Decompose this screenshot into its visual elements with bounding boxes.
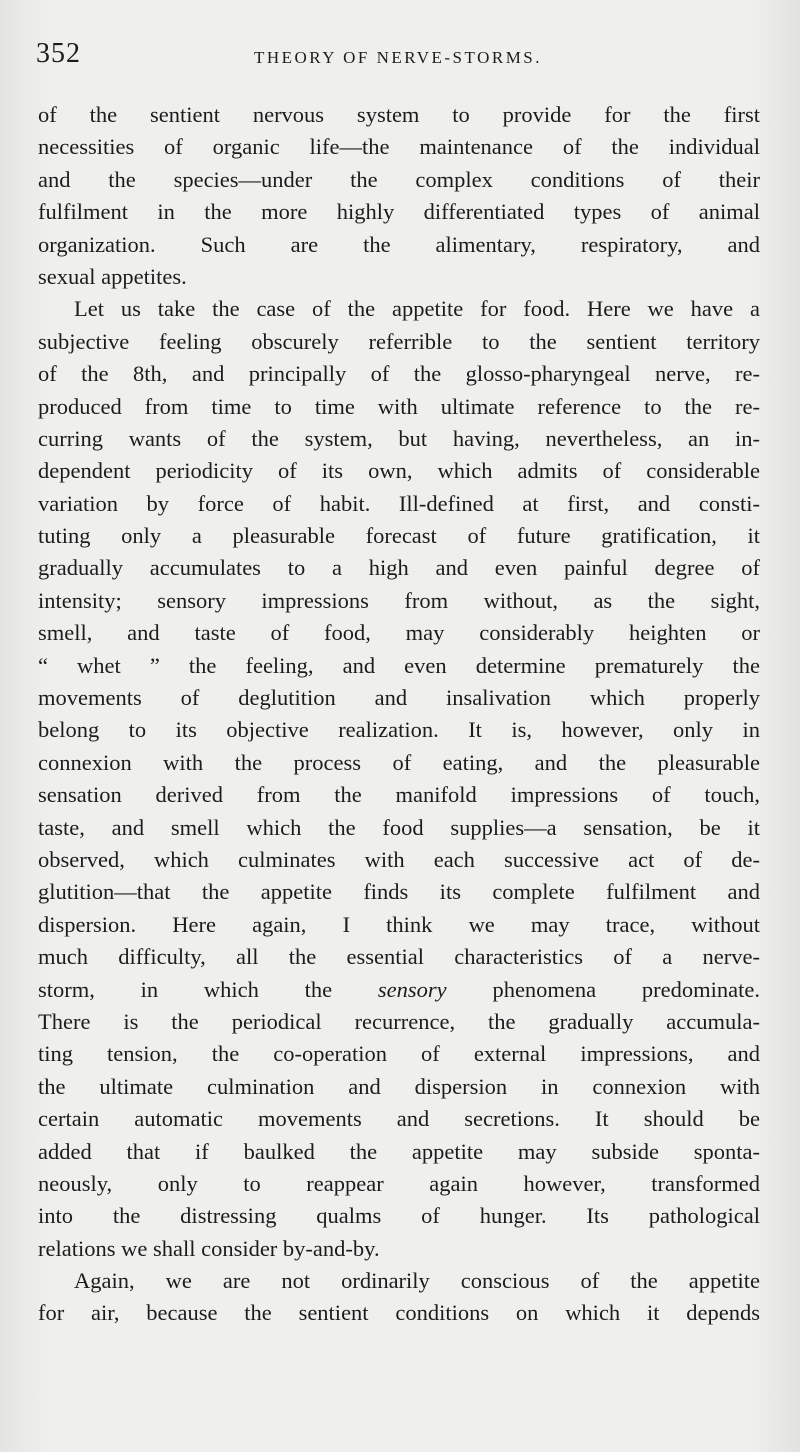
text-line: necessities of organic life—the maintenance of the individual xyxy=(38,134,760,160)
text-line: added that if baulked the appetite may subside sponta- xyxy=(38,1138,760,1164)
text-line: gradually accumulates to a high and even painful degree of xyxy=(38,555,760,581)
text-line: sexual appetites. xyxy=(38,263,187,289)
text-line: much difficulty, all the essential characteristics of a nerve- xyxy=(38,944,760,970)
text-line: variation by force of habit. Ill-defined at first, and consti- xyxy=(38,490,760,516)
body-text xyxy=(38,99,760,1330)
text-line: dispersion. Here again, I think we may trace, without xyxy=(38,911,760,937)
text-line: connexion with the process of eating, and the pleasurable xyxy=(38,749,760,775)
paragraph-first-line: Let us take the case of the appetite for food. Here we have a xyxy=(74,296,760,322)
text-fragment: storm, in which the xyxy=(38,976,378,1002)
text-line: ting tension, the co-operation of external impressions, and xyxy=(38,1041,760,1067)
text-line: into the distressing qualms of hunger. Its pathological xyxy=(38,1203,760,1229)
text-line: produced from time to time with ultimate reference to the re- xyxy=(38,393,760,419)
text-line: of the sentient nervous system to provide for the first xyxy=(38,102,760,127)
paragraph-first-line: Again, we are not ordinarily conscious of the appetite xyxy=(74,1268,760,1294)
text-line: movements of deglutition and insalivation which properly xyxy=(38,685,760,711)
text-line: neously, only to reappear again however, transformed xyxy=(38,1170,760,1196)
text-fragment: phenomena predominate. xyxy=(446,976,760,1002)
text-line: the ultimate culmination and dispersion in connexion with xyxy=(38,1073,760,1099)
page-number: 352 xyxy=(36,38,81,69)
text-line: observed, which culminates with each successive act of de- xyxy=(38,846,760,872)
text-line: smell, and taste of food, may considerably heighten or xyxy=(38,620,760,646)
text-line: There is the periodical recurrence, the gradually accumula- xyxy=(38,1008,760,1034)
text-line: glutition—that the appetite finds its complete fulfilment and xyxy=(38,879,760,905)
text-line: belong to its objective realization. It is, however, only in xyxy=(38,717,760,743)
text-line: of the 8th, and principally of the glosso-pharyngeal nerve, re- xyxy=(38,361,760,387)
text-line: intensity; sensory impressions from without, as the sight, xyxy=(38,587,760,613)
text-line-with-italic xyxy=(38,974,760,1006)
text-line: dependent periodicity of its own, which admits of considerable xyxy=(38,458,760,484)
text-line: organization. Such are the alimentary, respiratory, and xyxy=(38,231,760,257)
text-line: taste, and smell which the food supplies—a sensation, be it xyxy=(38,814,760,840)
text-line: tuting only a pleasurable forecast of future gratification, it xyxy=(38,523,760,549)
running-head: THEORY OF NERVE-STORMS. xyxy=(253,48,543,67)
text-line: relations we shall consider by-and-by. xyxy=(38,1235,380,1261)
text-line: for air, because the sentient conditions on which it depends xyxy=(38,1300,760,1326)
text-line: fulfilment in the more highly differentiated types of animal xyxy=(38,199,760,225)
text-line: certain automatic movements and secretions. It should be xyxy=(38,1106,760,1132)
text-line: “ whet ” the feeling, and even determine prematurely the xyxy=(38,652,760,678)
text-line: and the species—under the complex conditions of their xyxy=(38,166,760,192)
text-line: curring wants of the system, but having, nevertheless, an in- xyxy=(38,425,760,451)
page-header xyxy=(36,38,760,74)
italic-word: sensory xyxy=(377,976,447,1002)
text-line: sensation derived from the manifold impressions of touch, xyxy=(38,782,760,808)
text-line: subjective feeling obscurely referrible to the sentient territory xyxy=(38,328,760,354)
